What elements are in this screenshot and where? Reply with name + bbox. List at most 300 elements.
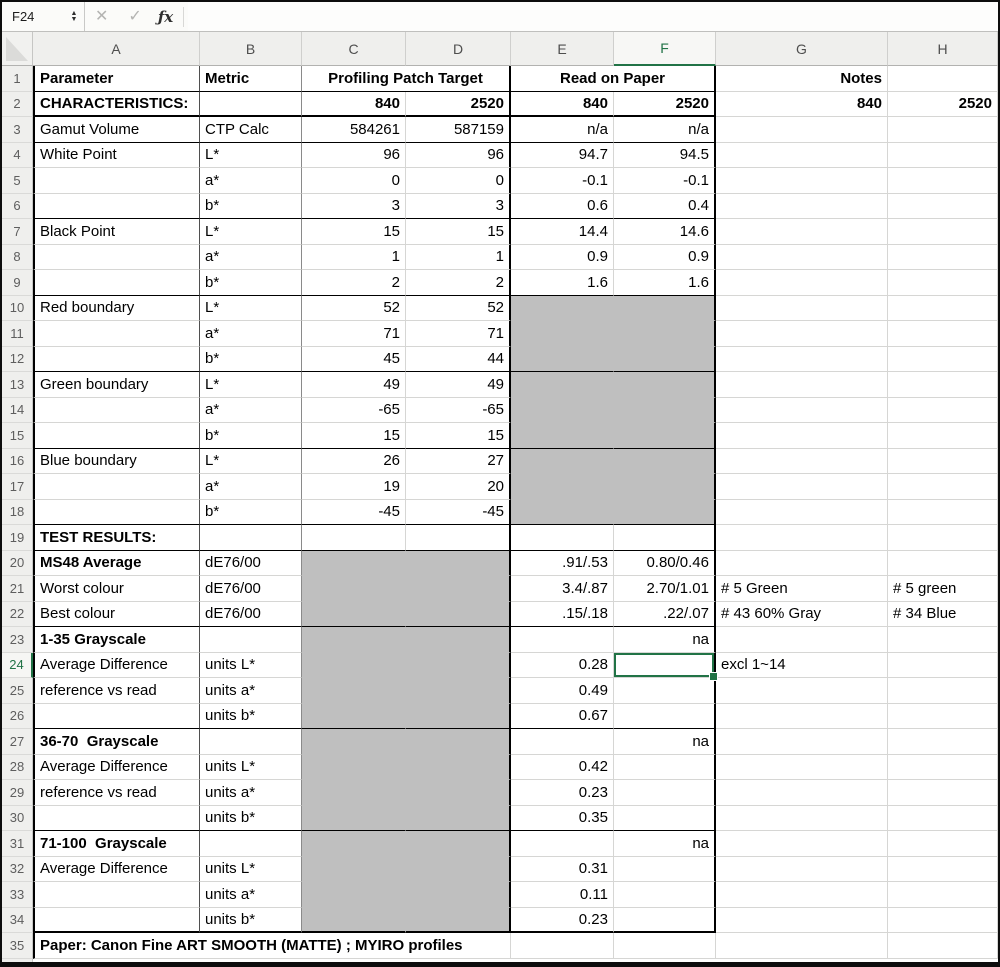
cell-f30[interactable] <box>614 806 716 832</box>
cell-f27[interactable]: na <box>614 729 716 755</box>
cell-e8[interactable]: 0.9 <box>511 245 614 271</box>
cell-h17[interactable] <box>888 474 998 500</box>
cell-h8[interactable] <box>888 245 998 271</box>
cell-c26[interactable] <box>302 704 406 730</box>
cell-g17[interactable] <box>716 474 888 500</box>
spinner-down-icon[interactable]: ▼ <box>70 15 78 23</box>
cell-e3[interactable]: n/a <box>511 117 614 143</box>
cell-ef1[interactable]: Read on Paper <box>511 66 716 92</box>
cell-f20[interactable]: 0.80/0.46 <box>614 551 716 577</box>
cell-e32[interactable]: 0.31 <box>511 857 614 883</box>
cell-c9[interactable]: 2 <box>302 270 406 296</box>
cell-c19[interactable] <box>302 525 406 551</box>
confirm-icon[interactable]: ✓ <box>128 7 142 25</box>
cell-c16[interactable]: 26 <box>302 449 406 475</box>
cell-g8[interactable] <box>716 245 888 271</box>
cell-e33[interactable]: 0.11 <box>511 882 614 908</box>
row-header-5[interactable]: 5 <box>2 168 33 194</box>
cell-d17[interactable]: 20 <box>406 474 511 500</box>
row-header-34[interactable]: 34 <box>2 908 33 934</box>
cell-d20[interactable] <box>406 551 511 577</box>
cell-e9[interactable]: 1.6 <box>511 270 614 296</box>
cell-h5[interactable] <box>888 168 998 194</box>
cell-h12[interactable] <box>888 347 998 373</box>
row-header-18[interactable]: 18 <box>2 500 33 526</box>
cell-b4[interactable]: L* <box>200 143 302 169</box>
cell-e16[interactable] <box>511 449 614 475</box>
row-header-2[interactable]: 2 <box>2 92 33 118</box>
cell-f4[interactable]: 94.5 <box>614 143 716 169</box>
cell-b1[interactable]: Metric <box>200 66 302 92</box>
cell-e31[interactable] <box>511 831 614 857</box>
cell-h15[interactable] <box>888 423 998 449</box>
cell-f21[interactable]: 2.70/1.01 <box>614 576 716 602</box>
cell-c31[interactable] <box>302 831 406 857</box>
cell-f6[interactable]: 0.4 <box>614 194 716 220</box>
column-header-c[interactable]: C <box>302 32 406 66</box>
cell-b30[interactable]: units b* <box>200 806 302 832</box>
row-header-31[interactable]: 31 <box>2 831 33 857</box>
cell-a21[interactable]: Worst colour <box>33 576 200 602</box>
column-header-d[interactable]: D <box>406 32 511 66</box>
cell-d8[interactable]: 1 <box>406 245 511 271</box>
cell-c29[interactable] <box>302 780 406 806</box>
cell-f28[interactable] <box>614 755 716 781</box>
cell-b18[interactable]: b* <box>200 500 302 526</box>
cell-a14[interactable] <box>33 398 200 424</box>
cell-f29[interactable] <box>614 780 716 806</box>
column-header-g[interactable]: G <box>716 32 888 66</box>
cell-a18[interactable] <box>33 500 200 526</box>
cell-ad35[interactable]: Paper: Canon Fine ART SMOOTH (MATTE) ; MYIRO profiles <box>33 933 511 959</box>
cell-f17[interactable] <box>614 474 716 500</box>
cell-a34[interactable] <box>33 908 200 934</box>
row-header-25[interactable]: 25 <box>2 678 33 704</box>
cell-d34[interactable] <box>406 908 511 934</box>
cell-f13[interactable] <box>614 372 716 398</box>
cell-g12[interactable] <box>716 347 888 373</box>
cell-d31[interactable] <box>406 831 511 857</box>
row-header-24[interactable]: 24 <box>2 653 33 679</box>
cell-f19[interactable] <box>614 525 716 551</box>
cell-b16[interactable]: L* <box>200 449 302 475</box>
cell-g3[interactable] <box>716 117 888 143</box>
cell-e11[interactable] <box>511 321 614 347</box>
cell-a27[interactable]: 36-70 Grayscale <box>33 729 200 755</box>
cell-b12[interactable]: b* <box>200 347 302 373</box>
cell-f22[interactable]: .22/.07 <box>614 602 716 628</box>
cell-g9[interactable] <box>716 270 888 296</box>
cell-d2[interactable]: 2520 <box>406 92 511 118</box>
cell-e13[interactable] <box>511 372 614 398</box>
cell-b27[interactable] <box>200 729 302 755</box>
cell-c4[interactable]: 96 <box>302 143 406 169</box>
cell-d11[interactable]: 71 <box>406 321 511 347</box>
cell-d28[interactable] <box>406 755 511 781</box>
cell-e5[interactable]: -0.1 <box>511 168 614 194</box>
row-header-13[interactable]: 13 <box>2 372 33 398</box>
insert-function-icon[interactable]: ƒx <box>157 7 174 26</box>
cell-e12[interactable] <box>511 347 614 373</box>
cell-c32[interactable] <box>302 857 406 883</box>
cell-c23[interactable] <box>302 627 406 653</box>
cell-h21[interactable]: # 5 green <box>888 576 998 602</box>
cell-b29[interactable]: units a* <box>200 780 302 806</box>
cell-f9[interactable]: 1.6 <box>614 270 716 296</box>
cell-a9[interactable] <box>33 270 200 296</box>
cell-a8[interactable] <box>33 245 200 271</box>
cell-c13[interactable]: 49 <box>302 372 406 398</box>
cell-h7[interactable] <box>888 219 998 245</box>
cell-b33[interactable]: units a* <box>200 882 302 908</box>
cell-a29[interactable]: reference vs read <box>33 780 200 806</box>
cell-g25[interactable] <box>716 678 888 704</box>
cell-d21[interactable] <box>406 576 511 602</box>
cell-f26[interactable] <box>614 704 716 730</box>
cell-d14[interactable]: -65 <box>406 398 511 424</box>
cell-c20[interactable] <box>302 551 406 577</box>
cell-h35[interactable] <box>888 933 998 959</box>
cell-h32[interactable] <box>888 857 998 883</box>
cell-b22[interactable]: dE76/00 <box>200 602 302 628</box>
cell-c15[interactable]: 15 <box>302 423 406 449</box>
column-header-b[interactable]: B <box>200 32 302 66</box>
row-header-6[interactable]: 6 <box>2 194 33 220</box>
row-header-3[interactable]: 3 <box>2 117 33 143</box>
cell-c2[interactable]: 840 <box>302 92 406 118</box>
cell-g13[interactable] <box>716 372 888 398</box>
formula-input[interactable] <box>188 2 998 31</box>
cell-e6[interactable]: 0.6 <box>511 194 614 220</box>
cell-h29[interactable] <box>888 780 998 806</box>
cell-f5[interactable]: -0.1 <box>614 168 716 194</box>
cell-b32[interactable]: units L* <box>200 857 302 883</box>
cell-e15[interactable] <box>511 423 614 449</box>
cell-b14[interactable]: a* <box>200 398 302 424</box>
row-header-26[interactable]: 26 <box>2 704 33 730</box>
cell-g4[interactable] <box>716 143 888 169</box>
cell-a1[interactable]: Parameter <box>33 66 200 92</box>
cell-e23[interactable] <box>511 627 614 653</box>
cell-a23[interactable]: 1-35 Grayscale <box>33 627 200 653</box>
select-all-corner[interactable] <box>2 32 33 66</box>
row-header-7[interactable]: 7 <box>2 219 33 245</box>
cell-g5[interactable] <box>716 168 888 194</box>
cell-g7[interactable] <box>716 219 888 245</box>
cell-g19[interactable] <box>716 525 888 551</box>
cell-d9[interactable]: 2 <box>406 270 511 296</box>
cell-a16[interactable]: Blue boundary <box>33 449 200 475</box>
cell-h23[interactable] <box>888 627 998 653</box>
cell-g10[interactable] <box>716 296 888 322</box>
cell-h19[interactable] <box>888 525 998 551</box>
cell-h26[interactable] <box>888 704 998 730</box>
cell-d12[interactable]: 44 <box>406 347 511 373</box>
cell-c28[interactable] <box>302 755 406 781</box>
fill-handle[interactable] <box>709 672 718 681</box>
cancel-icon[interactable]: ✕ <box>95 7 109 25</box>
cell-f33[interactable] <box>614 882 716 908</box>
cell-g34[interactable] <box>716 908 888 934</box>
cell-b11[interactable]: a* <box>200 321 302 347</box>
cell-e18[interactable] <box>511 500 614 526</box>
cell-f10[interactable] <box>614 296 716 322</box>
cell-h34[interactable] <box>888 908 998 934</box>
cell-e24[interactable]: 0.28 <box>511 653 614 679</box>
cell-a30[interactable] <box>33 806 200 832</box>
cell-h9[interactable] <box>888 270 998 296</box>
cell-g20[interactable] <box>716 551 888 577</box>
cell-d4[interactable]: 96 <box>406 143 511 169</box>
row-header-35[interactable]: 35 <box>2 933 33 959</box>
cell-b8[interactable]: a* <box>200 245 302 271</box>
cell-b3[interactable]: CTP Calc <box>200 117 302 143</box>
cell-a26[interactable] <box>33 704 200 730</box>
cell-b21[interactable]: dE76/00 <box>200 576 302 602</box>
cell-cd1[interactable]: Profiling Patch Target <box>302 66 511 92</box>
cell-b26[interactable]: units b* <box>200 704 302 730</box>
cell-d5[interactable]: 0 <box>406 168 511 194</box>
cell-e25[interactable]: 0.49 <box>511 678 614 704</box>
cell-b2[interactable] <box>200 92 302 118</box>
cell-g32[interactable] <box>716 857 888 883</box>
cell-b20[interactable]: dE76/00 <box>200 551 302 577</box>
cell-b25[interactable]: units a* <box>200 678 302 704</box>
cell-d6[interactable]: 3 <box>406 194 511 220</box>
cell-d29[interactable] <box>406 780 511 806</box>
cell-a11[interactable] <box>33 321 200 347</box>
cell-d22[interactable] <box>406 602 511 628</box>
cell-h33[interactable] <box>888 882 998 908</box>
cell-f11[interactable] <box>614 321 716 347</box>
cell-a32[interactable]: Average Difference <box>33 857 200 883</box>
cell-f18[interactable] <box>614 500 716 526</box>
cell-f24[interactable] <box>614 653 716 679</box>
row-header-29[interactable]: 29 <box>2 780 33 806</box>
cell-d10[interactable]: 52 <box>406 296 511 322</box>
cell-b13[interactable]: L* <box>200 372 302 398</box>
cell-d16[interactable]: 27 <box>406 449 511 475</box>
row-header-19[interactable]: 19 <box>2 525 33 551</box>
cell-a25[interactable]: reference vs read <box>33 678 200 704</box>
cell-f25[interactable] <box>614 678 716 704</box>
cell-d30[interactable] <box>406 806 511 832</box>
cell-b34[interactable]: units b* <box>200 908 302 934</box>
cell-g29[interactable] <box>716 780 888 806</box>
cell-g33[interactable] <box>716 882 888 908</box>
cell-c11[interactable]: 71 <box>302 321 406 347</box>
cell-a6[interactable] <box>33 194 200 220</box>
cell-a12[interactable] <box>33 347 200 373</box>
cell-a28[interactable]: Average Difference <box>33 755 200 781</box>
cell-e26[interactable]: 0.67 <box>511 704 614 730</box>
cell-b10[interactable]: L* <box>200 296 302 322</box>
cell-d3[interactable]: 587159 <box>406 117 511 143</box>
cell-f8[interactable]: 0.9 <box>614 245 716 271</box>
row-header-10[interactable]: 10 <box>2 296 33 322</box>
row-header-20[interactable]: 20 <box>2 551 33 577</box>
cell-g30[interactable] <box>716 806 888 832</box>
cell-e29[interactable]: 0.23 <box>511 780 614 806</box>
cell-h2[interactable]: 2520 <box>888 92 998 118</box>
cell-e22[interactable]: .15/.18 <box>511 602 614 628</box>
cell-g11[interactable] <box>716 321 888 347</box>
cell-a3[interactable]: Gamut Volume <box>33 117 200 143</box>
row-header-28[interactable]: 28 <box>2 755 33 781</box>
cell-f34[interactable] <box>614 908 716 934</box>
cell-h3[interactable] <box>888 117 998 143</box>
cell-b7[interactable]: L* <box>200 219 302 245</box>
row-header-27[interactable]: 27 <box>2 729 33 755</box>
row-header-16[interactable]: 16 <box>2 449 33 475</box>
cell-g23[interactable] <box>716 627 888 653</box>
cell-c33[interactable] <box>302 882 406 908</box>
cell-e14[interactable] <box>511 398 614 424</box>
cell-b19[interactable] <box>200 525 302 551</box>
cell-e35[interactable] <box>511 933 614 959</box>
cell-h28[interactable] <box>888 755 998 781</box>
row-header-15[interactable]: 15 <box>2 423 33 449</box>
cell-f31[interactable]: na <box>614 831 716 857</box>
row-header-9[interactable]: 9 <box>2 270 33 296</box>
cell-c30[interactable] <box>302 806 406 832</box>
cell-h30[interactable] <box>888 806 998 832</box>
cell-g1[interactable]: Notes <box>716 66 888 92</box>
cell-b5[interactable]: a* <box>200 168 302 194</box>
row-header-30[interactable]: 30 <box>2 806 33 832</box>
cell-e28[interactable]: 0.42 <box>511 755 614 781</box>
cell-b28[interactable]: units L* <box>200 755 302 781</box>
cell-e19[interactable] <box>511 525 614 551</box>
cell-d32[interactable] <box>406 857 511 883</box>
cell-f7[interactable]: 14.6 <box>614 219 716 245</box>
cell-f15[interactable] <box>614 423 716 449</box>
cell-d25[interactable] <box>406 678 511 704</box>
cell-a33[interactable] <box>33 882 200 908</box>
cell-f35[interactable] <box>614 933 716 959</box>
row-header-32[interactable]: 32 <box>2 857 33 883</box>
cell-h4[interactable] <box>888 143 998 169</box>
row-header-14[interactable]: 14 <box>2 398 33 424</box>
cell-f32[interactable] <box>614 857 716 883</box>
cell-h27[interactable] <box>888 729 998 755</box>
cell-e34[interactable]: 0.23 <box>511 908 614 934</box>
cell-c6[interactable]: 3 <box>302 194 406 220</box>
cell-h16[interactable] <box>888 449 998 475</box>
cell-c25[interactable] <box>302 678 406 704</box>
cell-a7[interactable]: Black Point <box>33 219 200 245</box>
cell-d23[interactable] <box>406 627 511 653</box>
cell-b24[interactable]: units L* <box>200 653 302 679</box>
row-header-8[interactable]: 8 <box>2 245 33 271</box>
cell-e10[interactable] <box>511 296 614 322</box>
cell-e21[interactable]: 3.4/.87 <box>511 576 614 602</box>
cell-c5[interactable]: 0 <box>302 168 406 194</box>
cell-g28[interactable] <box>716 755 888 781</box>
cell-h22[interactable]: # 34 Blue <box>888 602 998 628</box>
cell-b9[interactable]: b* <box>200 270 302 296</box>
cell-c24[interactable] <box>302 653 406 679</box>
cell-e2[interactable]: 840 <box>511 92 614 118</box>
cell-c22[interactable] <box>302 602 406 628</box>
cell-a19[interactable]: TEST RESULTS: <box>33 525 200 551</box>
cell-d15[interactable]: 15 <box>406 423 511 449</box>
cell-a13[interactable]: Green boundary <box>33 372 200 398</box>
row-header-11[interactable]: 11 <box>2 321 33 347</box>
cell-e7[interactable]: 14.4 <box>511 219 614 245</box>
cell-e27[interactable] <box>511 729 614 755</box>
cell-h24[interactable] <box>888 653 998 679</box>
cell-g16[interactable] <box>716 449 888 475</box>
cell-g6[interactable] <box>716 194 888 220</box>
cell-f12[interactable] <box>614 347 716 373</box>
cell-a17[interactable] <box>33 474 200 500</box>
cell-c17[interactable]: 19 <box>302 474 406 500</box>
cell-g18[interactable] <box>716 500 888 526</box>
cell-c14[interactable]: -65 <box>302 398 406 424</box>
cell-c21[interactable] <box>302 576 406 602</box>
cell-b15[interactable]: b* <box>200 423 302 449</box>
cell-g15[interactable] <box>716 423 888 449</box>
cell-c7[interactable]: 15 <box>302 219 406 245</box>
row-header-12[interactable]: 12 <box>2 347 33 373</box>
cell-a4[interactable]: White Point <box>33 143 200 169</box>
cell-h18[interactable] <box>888 500 998 526</box>
cell-h14[interactable] <box>888 398 998 424</box>
cell-c34[interactable] <box>302 908 406 934</box>
column-header-e[interactable]: E <box>511 32 614 66</box>
cell-b23[interactable] <box>200 627 302 653</box>
cell-f14[interactable] <box>614 398 716 424</box>
cell-e30[interactable]: 0.35 <box>511 806 614 832</box>
cell-g26[interactable] <box>716 704 888 730</box>
cell-c10[interactable]: 52 <box>302 296 406 322</box>
cell-g31[interactable] <box>716 831 888 857</box>
name-box-spinner[interactable] <box>64 11 84 23</box>
cell-a22[interactable]: Best colour <box>33 602 200 628</box>
cell-h31[interactable] <box>888 831 998 857</box>
cell-g24[interactable]: excl 1~14 <box>716 653 888 679</box>
cell-c27[interactable] <box>302 729 406 755</box>
cell-g2[interactable]: 840 <box>716 92 888 118</box>
cell-a31[interactable]: 71-100 Grayscale <box>33 831 200 857</box>
cell-f16[interactable] <box>614 449 716 475</box>
cell-g35[interactable] <box>716 933 888 959</box>
cell-c18[interactable]: -45 <box>302 500 406 526</box>
cell-f23[interactable]: na <box>614 627 716 653</box>
cell-e20[interactable]: .91/.53 <box>511 551 614 577</box>
cell-h6[interactable] <box>888 194 998 220</box>
spinner-up-icon[interactable]: ▲ <box>70 9 78 17</box>
cell-h25[interactable] <box>888 678 998 704</box>
name-box[interactable]: F24 <box>12 9 35 24</box>
cell-b17[interactable]: a* <box>200 474 302 500</box>
row-header-1[interactable]: 1 <box>2 66 33 92</box>
cell-d26[interactable] <box>406 704 511 730</box>
cell-a10[interactable]: Red boundary <box>33 296 200 322</box>
row-header-22[interactable]: 22 <box>2 602 33 628</box>
cell-g21[interactable]: # 5 Green <box>716 576 888 602</box>
column-header-f[interactable]: F <box>614 32 716 66</box>
row-header-33[interactable]: 33 <box>2 882 33 908</box>
cell-c12[interactable]: 45 <box>302 347 406 373</box>
cell-d13[interactable]: 49 <box>406 372 511 398</box>
cell-d7[interactable]: 15 <box>406 219 511 245</box>
cell-d27[interactable] <box>406 729 511 755</box>
cell-g22[interactable]: # 43 60% Gray <box>716 602 888 628</box>
cell-c3[interactable]: 584261 <box>302 117 406 143</box>
row-header-17[interactable]: 17 <box>2 474 33 500</box>
